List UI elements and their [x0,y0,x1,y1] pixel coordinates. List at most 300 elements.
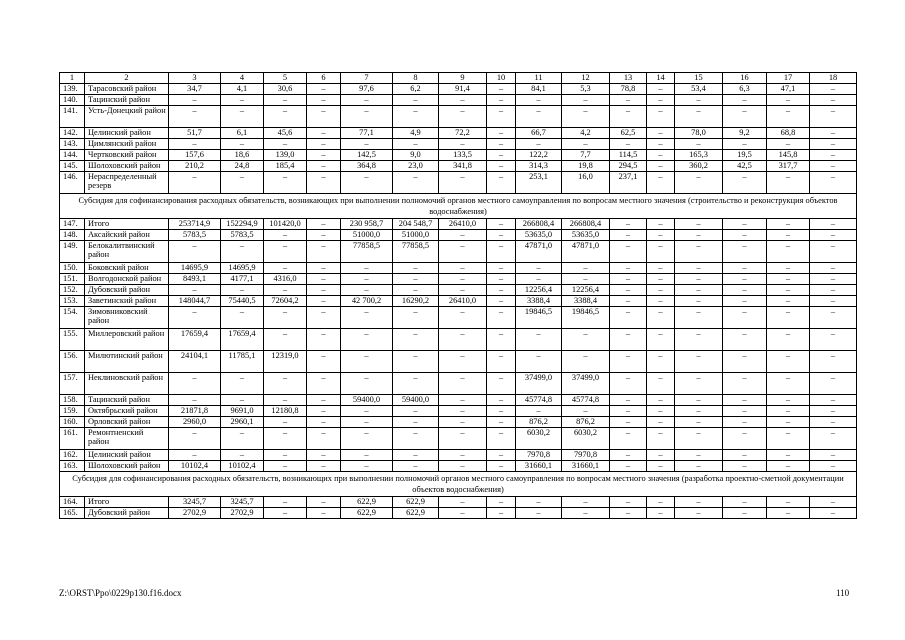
value-cell: 4177,1 [221,273,264,284]
district-name-cell: Белокалитвинский район [85,240,169,262]
value-cell: – [487,306,516,328]
column-number-cell: 3 [169,73,221,84]
value-cell: 622,9 [393,507,439,518]
value-cell: – [487,405,516,416]
value-cell: – [610,328,647,350]
value-cell: – [767,507,810,518]
district-name-cell: Неклиновский район [85,372,169,394]
value-cell: – [516,507,562,518]
value-cell: – [516,105,562,127]
value-cell: – [307,218,341,229]
value-cell: – [647,138,675,149]
value-cell: 51000,0 [393,229,439,240]
value-cell: 10102,4 [221,460,264,471]
value-cell: – [767,229,810,240]
value-cell: – [675,218,723,229]
value-cell: – [675,350,723,372]
data-table-container [59,72,856,519]
value-cell: 266808,4 [516,218,562,229]
value-cell: – [810,284,857,295]
value-cell: – [675,460,723,471]
value-cell: – [439,394,487,405]
value-cell: – [487,416,516,427]
district-name-cell: Волгодонской район [85,273,169,284]
value-cell: 59400,0 [341,394,393,405]
table-row [60,160,857,171]
value-cell: – [810,171,857,193]
value-cell: – [810,94,857,105]
value-cell: – [307,273,341,284]
value-cell: – [264,284,307,295]
value-cell: 72604,2 [264,295,307,306]
value-cell: – [810,218,857,229]
value-cell: 78,8 [610,83,647,94]
district-name-cell: Тацинский район [85,394,169,405]
value-cell: – [307,262,341,273]
value-cell: 253714,9 [169,218,221,229]
value-cell: – [723,372,767,394]
value-cell: – [723,394,767,405]
value-cell: – [307,127,341,138]
value-cell: – [675,507,723,518]
value-cell: – [341,306,393,328]
value-cell: – [810,496,857,507]
district-name-cell: Боковский район [85,262,169,273]
value-cell: – [487,449,516,460]
value-cell: – [169,105,221,127]
column-number-cell: 12 [562,73,610,84]
value-cell: 2702,9 [169,507,221,518]
value-cell: – [439,416,487,427]
value-cell: – [487,295,516,306]
value-cell: – [647,496,675,507]
value-cell: – [723,94,767,105]
value-cell: – [647,229,675,240]
row-number-cell: 139. [60,83,85,94]
value-cell: – [221,105,264,127]
district-name-cell: Милютинский район [85,350,169,372]
value-cell: – [307,405,341,416]
value-cell: – [393,284,439,295]
value-cell: 4,9 [393,127,439,138]
value-cell: 23,0 [393,160,439,171]
value-cell: – [264,496,307,507]
value-cell: 622,9 [341,507,393,518]
value-cell: – [647,372,675,394]
value-cell: 9,2 [723,127,767,138]
value-cell: 97,6 [341,83,393,94]
value-cell: – [647,83,675,94]
table-row [60,372,857,394]
value-cell: – [169,94,221,105]
value-cell: – [307,171,341,193]
value-cell: – [221,284,264,295]
value-cell: – [439,427,487,449]
value-cell: – [516,262,562,273]
value-cell: – [610,94,647,105]
row-number-cell: 141. [60,105,85,127]
value-cell: 5,3 [562,83,610,94]
row-number-cell: 152. [60,284,85,295]
value-cell: – [723,405,767,416]
value-cell: – [675,405,723,416]
value-cell: 6,2 [393,83,439,94]
value-cell: – [393,138,439,149]
value-cell: – [264,306,307,328]
value-cell: – [307,372,341,394]
value-cell: 75440,5 [221,295,264,306]
district-name-cell: Аксайский район [85,229,169,240]
district-name-cell: Миллеровский район [85,328,169,350]
value-cell: 294,5 [610,160,647,171]
value-cell: 142,5 [341,149,393,160]
value-cell: 31660,1 [562,460,610,471]
value-cell: 876,2 [562,416,610,427]
value-cell: – [393,94,439,105]
value-cell: – [439,405,487,416]
footer-page-number: 110 [836,588,850,598]
value-cell: – [562,405,610,416]
value-cell: – [264,460,307,471]
value-cell: – [307,460,341,471]
value-cell: 8493,1 [169,273,221,284]
value-cell: – [264,138,307,149]
value-cell: – [610,138,647,149]
value-cell: 24,8 [221,160,264,171]
value-cell: 77,1 [341,127,393,138]
value-cell: – [810,229,857,240]
value-cell: – [562,507,610,518]
value-cell: – [767,394,810,405]
value-cell: – [264,507,307,518]
section-title-row [60,471,857,496]
row-number-cell: 158. [60,394,85,405]
value-cell: – [647,405,675,416]
value-cell: – [810,416,857,427]
value-cell: 45,6 [264,127,307,138]
value-cell: – [439,496,487,507]
value-cell: 53635,0 [562,229,610,240]
table-row [60,306,857,328]
value-cell: 12180,8 [264,405,307,416]
value-cell: 12256,4 [516,284,562,295]
value-cell: – [647,171,675,193]
value-cell: 360,2 [675,160,723,171]
value-cell: – [562,105,610,127]
value-cell: 133,5 [439,149,487,160]
value-cell: – [307,160,341,171]
value-cell: 16290,2 [393,295,439,306]
value-cell: – [264,394,307,405]
value-cell: – [439,328,487,350]
value-cell: – [675,427,723,449]
value-cell: 237,1 [610,171,647,193]
value-cell: – [264,328,307,350]
value-cell: – [487,171,516,193]
value-cell: 622,9 [393,496,439,507]
table-row [60,262,857,273]
district-name-cell: Дубовский район [85,507,169,518]
value-cell: – [439,460,487,471]
row-number-cell: 146. [60,171,85,193]
value-cell: – [221,138,264,149]
column-number-cell: 15 [675,73,723,84]
value-cell: – [767,240,810,262]
value-cell: – [487,127,516,138]
table-row [60,273,857,284]
district-name-cell: Чертковский район [85,149,169,160]
value-cell: 7970,8 [562,449,610,460]
value-cell: 266808,4 [562,218,610,229]
value-cell: – [647,273,675,284]
value-cell: – [439,284,487,295]
value-cell: 5783,5 [169,229,221,240]
value-cell: 4,1 [221,83,264,94]
value-cell: 876,2 [516,416,562,427]
value-cell: 317,7 [767,160,810,171]
value-cell: – [647,94,675,105]
value-cell: – [610,240,647,262]
value-cell: – [810,372,857,394]
value-cell: – [810,105,857,127]
value-cell: – [341,94,393,105]
value-cell: – [767,105,810,127]
value-cell: – [723,507,767,518]
value-cell: – [341,262,393,273]
value-cell: 314,3 [516,160,562,171]
value-cell: – [487,149,516,160]
value-cell: – [647,240,675,262]
value-cell: 77858,5 [341,240,393,262]
value-cell: – [307,138,341,149]
table-row [60,507,857,518]
value-cell: – [562,496,610,507]
value-cell: – [307,449,341,460]
value-cell: 3245,7 [221,496,264,507]
value-cell: 37499,0 [562,372,610,394]
value-cell: – [723,416,767,427]
value-cell: 165,3 [675,149,723,160]
value-cell: – [810,427,857,449]
value-cell: – [307,350,341,372]
value-cell: – [723,240,767,262]
value-cell: – [487,284,516,295]
value-cell: – [169,394,221,405]
value-cell: – [169,306,221,328]
column-number-cell: 13 [610,73,647,84]
value-cell: – [264,229,307,240]
value-cell: – [341,350,393,372]
value-cell: – [647,295,675,306]
value-cell: – [307,507,341,518]
table-row [60,105,857,127]
table-row [60,449,857,460]
value-cell: – [647,127,675,138]
value-cell: 253,1 [516,171,562,193]
district-name-cell: Усть-Донецкий район [85,105,169,127]
value-cell: – [767,306,810,328]
value-cell: 72,2 [439,127,487,138]
value-cell: – [439,350,487,372]
value-cell: – [675,171,723,193]
district-name-cell: Тарасовский район [85,83,169,94]
table-row [60,427,857,449]
district-name-cell: Целинский район [85,127,169,138]
column-number-cell: 10 [487,73,516,84]
value-cell: – [810,240,857,262]
value-cell: – [767,328,810,350]
value-cell: – [647,306,675,328]
value-cell: – [675,306,723,328]
district-name-cell: Цимлянский район [85,138,169,149]
value-cell: – [647,460,675,471]
value-cell: 45774,8 [516,394,562,405]
row-number-cell: 165. [60,507,85,518]
row-number-cell: 144. [60,149,85,160]
value-cell: 31660,1 [516,460,562,471]
value-cell: – [723,105,767,127]
value-cell: – [810,460,857,471]
value-cell: – [610,460,647,471]
value-cell: – [264,449,307,460]
table-row [60,416,857,427]
value-cell: – [723,496,767,507]
column-number-cell: 11 [516,73,562,84]
row-number-cell: 140. [60,94,85,105]
value-cell: – [307,149,341,160]
value-cell: 9,0 [393,149,439,160]
value-cell: 122,2 [516,149,562,160]
value-cell: – [307,328,341,350]
value-cell: 152294,9 [221,218,264,229]
value-cell: 66,7 [516,127,562,138]
column-number-cell: 2 [85,73,169,84]
value-cell: – [307,284,341,295]
table-row [60,295,857,306]
value-cell: – [307,94,341,105]
value-cell: 12319,0 [264,350,307,372]
value-cell: – [610,218,647,229]
value-cell: 45774,8 [562,394,610,405]
value-cell: – [675,416,723,427]
value-cell: 6,3 [723,83,767,94]
value-cell: – [647,416,675,427]
value-cell: – [767,171,810,193]
value-cell: 139,0 [264,149,307,160]
value-cell: – [393,449,439,460]
value-cell: – [610,394,647,405]
value-cell: – [307,240,341,262]
value-cell: – [341,427,393,449]
value-cell: – [169,240,221,262]
value-cell: – [487,394,516,405]
value-cell: 53635,0 [516,229,562,240]
column-number-cell: 1 [60,73,85,84]
value-cell: – [647,350,675,372]
value-cell: 42 700,2 [341,295,393,306]
value-cell: – [675,284,723,295]
value-cell: – [675,449,723,460]
row-number-cell: 163. [60,460,85,471]
value-cell: 18,6 [221,149,264,160]
value-cell: – [723,229,767,240]
table-row [60,328,857,350]
value-cell: 10102,4 [169,460,221,471]
value-cell: – [810,262,857,273]
row-number-cell: 156. [60,350,85,372]
value-cell: – [341,372,393,394]
value-cell: – [675,229,723,240]
section-title: Субсидия для софинансирования расходных обязательств, возникающих при выполнении полномочий органов местного самоуправления по вопросам местного значения (строительство и реконструкция объектов водоснабжения) [60,193,857,218]
column-number-cell: 5 [264,73,307,84]
value-cell: 19846,5 [562,306,610,328]
value-cell: – [439,105,487,127]
value-cell: – [610,295,647,306]
column-number-cell: 7 [341,73,393,84]
value-cell: – [307,229,341,240]
footer-file-path: Z:\ORST\Ppo\0229p130.f16.docx [59,588,182,598]
value-cell: 26410,0 [439,295,487,306]
value-cell: – [610,449,647,460]
value-cell: 19846,5 [516,306,562,328]
value-cell: – [562,262,610,273]
value-cell: – [610,350,647,372]
value-cell: 7970,8 [516,449,562,460]
value-cell: – [307,295,341,306]
value-cell: – [307,427,341,449]
value-cell: – [723,427,767,449]
row-number-cell: 145. [60,160,85,171]
value-cell: – [516,328,562,350]
value-cell: – [675,94,723,105]
value-cell: – [675,138,723,149]
value-cell: – [487,94,516,105]
value-cell: – [723,306,767,328]
value-cell: – [675,240,723,262]
row-number-cell: 159. [60,405,85,416]
row-number-cell: 147. [60,218,85,229]
value-cell: – [439,94,487,105]
value-cell: 157,6 [169,149,221,160]
value-cell: 51,7 [169,127,221,138]
value-cell: 68,8 [767,127,810,138]
value-cell: 622,9 [341,496,393,507]
value-cell: 53,4 [675,83,723,94]
value-cell: – [647,284,675,295]
value-cell: – [264,427,307,449]
subsidy-table [59,72,857,519]
value-cell: – [562,273,610,284]
value-cell: – [307,83,341,94]
value-cell: 204 548,7 [393,218,439,229]
value-cell: 24104,1 [169,350,221,372]
value-cell: 47871,0 [516,240,562,262]
value-cell: – [810,394,857,405]
value-cell: – [723,460,767,471]
value-cell: – [810,83,857,94]
row-number-cell: 164. [60,496,85,507]
table-row [60,171,857,193]
value-cell: 26410,0 [439,218,487,229]
value-cell: – [767,405,810,416]
value-cell: 6030,2 [562,427,610,449]
value-cell: – [767,460,810,471]
value-cell: – [439,449,487,460]
value-cell: 11785,1 [221,350,264,372]
value-cell: – [487,229,516,240]
value-cell: – [393,405,439,416]
value-cell: – [767,427,810,449]
